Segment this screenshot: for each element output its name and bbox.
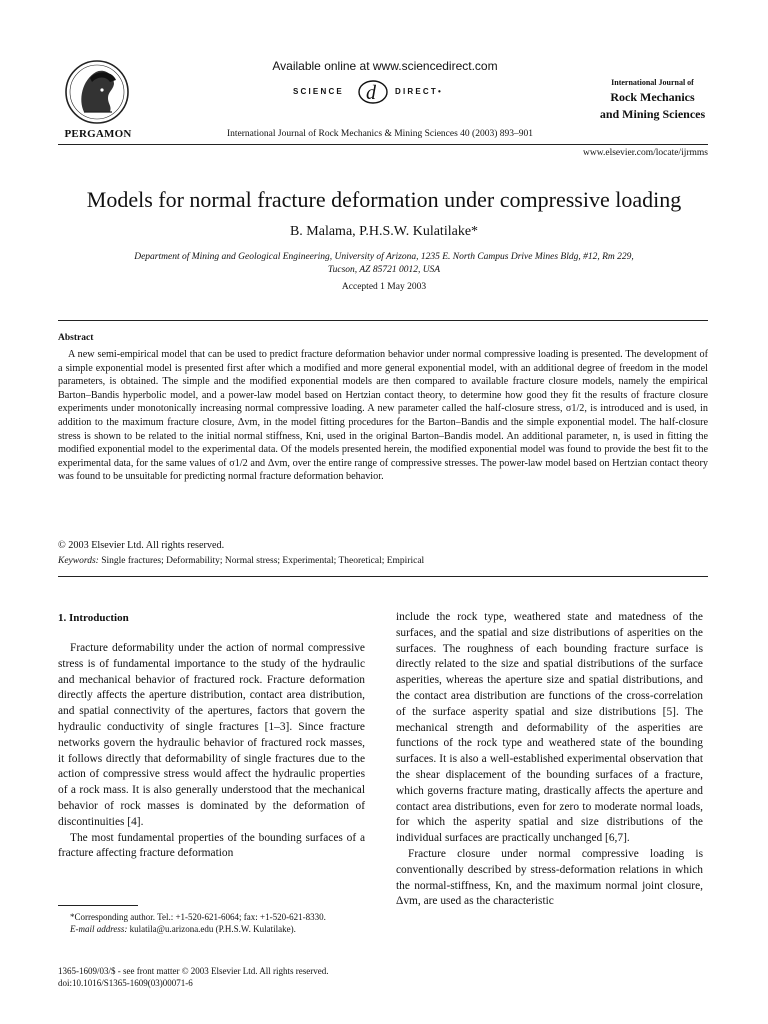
journal-citation: International Journal of Rock Mechanics & Mining Sciences 40 (2003) 893–901 [226,129,534,139]
email-address[interactable]: kulatila@u.arizona.edu (P.H.S.W. Kulatilake). [129,924,296,934]
right-column [396,610,703,910]
sciencedirect-logo-right: DIRECT• [395,87,443,96]
intro-paragraph-2: The most fundamental properties of the bounding surfaces of a fracture affecting fracture deformation [58,831,365,860]
keywords-bottom-rule [58,576,708,577]
author-affiliation [80,251,688,277]
intro-paragraph-3: Fracture closure under normal compressive loading is conventionally described by stress-deformation relations in which the normal-stiffness, Kn, and the maximum normal joint closure, Δvm, are used as the characteristic [396,847,703,908]
email-label: E-mail address: [70,924,128,934]
affiliation-line1: Department of Mining and Geological Engineering, University of Arizona, 1235 E. North Campus Drive Mines Bldg, #12, Rm 229, [134,252,634,262]
sciencedirect-logo [275,79,495,103]
doi-line[interactable]: doi:10.1016/S1365-1609(03)00071-6 [58,978,193,988]
abstract-heading: Abstract [58,333,94,343]
sciencedirect-mark: d [366,82,376,104]
sciencedirect-at-icon [357,79,389,105]
journal-url[interactable]: www.elsevier.com/locate/ijrmms [583,148,708,158]
journal-name-line2: and Mining Sciences [599,107,706,121]
left-column [58,641,365,862]
intro-paragraph-1: Fracture deformability under the action of normal compressive stress is of fundamental importance to the study of the hydraulic and mechanical behavior of fractured rock. Fracture deformation directly affects the aperture distribution, contact area distribution, and spatial connectivity of the apertures, factors that govern the hydraulic conductivity of single fractures [1–3]. Since fracture networks govern the hydraulic behavior of fractured rock masses, it follows directly that deformability of single fractures due to the action of compressive stress would affect the hydraulic properties of a rock mass. It is also generally understood that the mechanical behavior of rock masses is dominated by the deformation of discontinuities [4]. [58,642,365,828]
journal-small-line: International Journal of [611,78,694,87]
abstract-copyright: © 2003 Elsevier Ltd. All rights reserved. [58,540,225,551]
accepted-date: Accepted 1 May 2003 [341,282,427,292]
keywords-line [58,556,424,566]
issn-line: 1365-1609/03/$ - see front matter © 2003 Elsevier Ltd. All rights reserved. [58,966,329,976]
footnote [58,911,365,935]
keywords-label: Keywords: [58,556,99,566]
abstract-text: A new semi-empirical model that can be used to predict fracture deformation behavior under normal compressive loading is presented. The development of a simple exponential model is presented first after which a modified and more general exponential model, with an additional degree of freedom in the model parameters, is obtained. The simple and the modified exponential models are then compared to available fracture closure models, namely the empirical Barton–Bandis hyperbolic model, and a power-law model based on Hertzian contact theory, to determine how good they fit the results of fracture closure experiments under monotonically increasing normal compressive loading. A new parameter called the half-closure stress, σ1/2, is introduced and is used, in addition to the maximum fracture closure, Δvm, in the model fitting procedures for the Barton–Bandis and the simple exponential model. The half-closure stress is shown to be related to the initial normal stiffness, Kni, used in the original Barton–Bandis model. An additional parameter, n, is used in fitting the modified exponential model to the experimental data. Of the models presented herein, the modified exponential model was found to provide the best fit to the experimental data, for the same values of σ1/2 and Δvm, over the entire range of compressive stresses. The power-law model based on Hertzian contact theory was found to be unsuitable for predicting normal fracture deformation behavior. [58,349,708,483]
abstract-top-rule [58,320,708,321]
affiliation-line2: Tucson, AZ 85721 0012, USA [327,265,441,275]
publisher-name: PERGAMON [64,128,132,140]
journal-nameplate [595,78,710,121]
article-title: Models for normal fracture deformation under compressive loading [86,187,682,212]
publisher-logo-icon [58,56,136,126]
available-online-text: Available online at www.sciencedirect.com [272,59,498,73]
corresponding-author-note: *Corresponding author. Tel.: +1-520-621-6064; fax: +1-520-621-8330. [70,912,326,922]
page-footer [58,965,329,989]
keywords-list: Single fractures; Deformability; Normal stress; Experimental; Theoretical; Empirical [101,556,425,566]
header-rule [58,144,708,145]
article-authors: B. Malama, P.H.S.W. Kulatilake* [289,224,479,239]
intro-paragraph-2-continued: include the rock type, weathered state and matedness of the surfaces, and the spatial and size distributions of asperities on the surfaces. The roughness of each bounding fracture surface is directly related to the size and spatial distributions of the surface asperities, whereas the aperture size and spatial distributions, and the contact area distribution are functions of the cross-correlation of the surface asperity spatial and size distributions [5]. The mechanical strength and deformability of the asperities are functions of the rock type and weathered state of the bounding surfaces. It is also a well-established experimental observation that the shear displacement of the bounding surfaces of a fracture, which governs fracture mating, drastically affects the aperture and contact area distributions, even for zero to moderate normal loads, for which the asperity spatial and size distributions of the individual surfaces are practically unchanged [6,7]. [396,611,703,845]
journal-name-line1: Rock Mechanics [610,90,695,104]
abstract-body [58,348,708,484]
sciencedirect-logo-left: SCIENCE [293,87,344,96]
section-heading: 1. Introduction [58,612,129,624]
footnote-rule [58,905,138,906]
